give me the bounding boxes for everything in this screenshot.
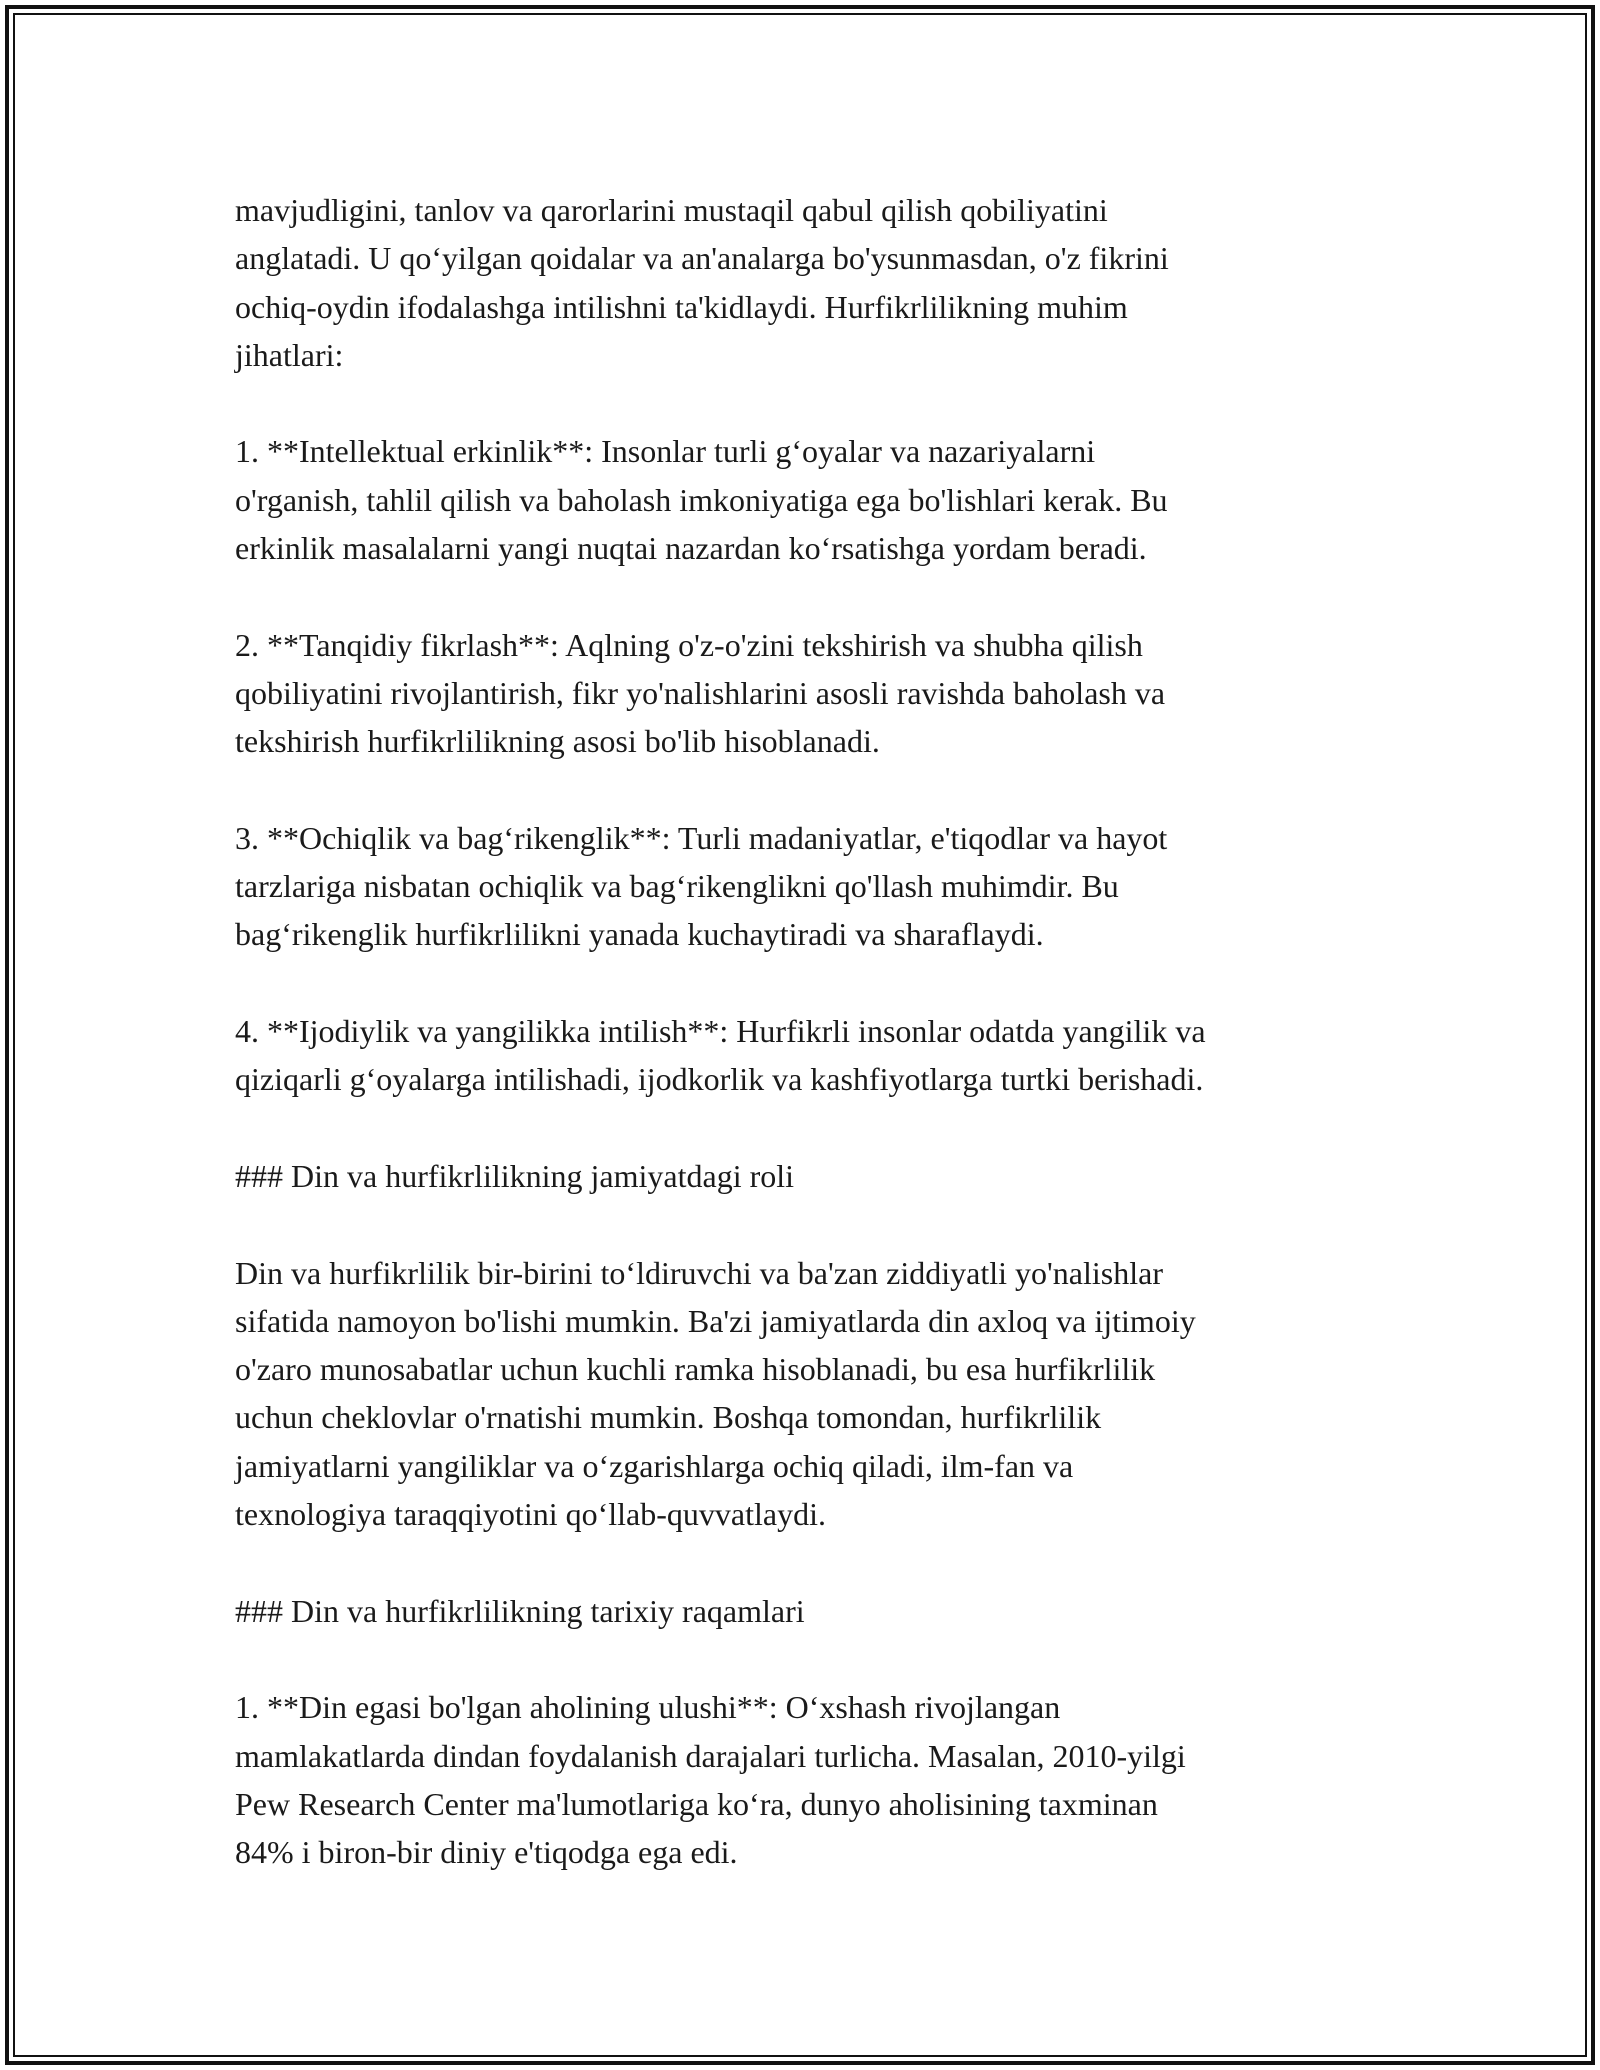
text-line: tekshirish hurfikrlilikning asosi bo'lib hisoblanadi. [235,723,880,760]
text-line: qiziqarli g‘oyalarga intilishadi, ijodkorlik va kashfiyotlarga turtki berishadi. [235,1061,1204,1098]
text-line: ### Din va hurfikrlilikning jamiyatdagi roli [235,1157,795,1194]
list-item [235,1007,1365,1104]
text-line: bag‘rikenglik hurfikrlilikni yanada kuchaytiradi va sharaflaydi. [235,916,1044,953]
paragraph [235,1249,1365,1539]
text-line: 1. **Din egasi bo'lgan aholining ulushi**: O‘xshash rivojlangan [235,1689,1061,1726]
text-line: 3. **Ochiqlik va bag‘rikenglik**: Turli madaniyatlar, e'tiqodlar va hayot [235,819,1168,856]
text-line: qobiliyatini rivojlantirish, fikr yo'nalishlarini asosli ravishda baholash va [235,674,1166,711]
text-line: texnologiya taraqqiyotini qo‘llab-quvvatlaydi. [235,1496,826,1533]
text-line: 2. **Tanqidiy fikrlash**: Aqlning o'z-o'zini tekshirish va shubha qilish [235,626,1143,663]
text-line: o'rganish, tahlil qilish va baholash imkoniyatiga ega bo'lishlari kerak. Bu [235,481,1168,518]
list-item [235,814,1365,959]
text-line: 1. **Intellektual erkinlik**: Insonlar turli g‘oyalar va nazariyalarni [235,433,1096,470]
section-heading [235,1152,1365,1200]
text-line: jamiyatlarni yangiliklar va o‘zgarishlarga ochiq qiladi, ilm-fan va [235,1447,1074,1484]
text-line: 84% i biron-bir diniy e'tiqodga ega edi. [235,1834,738,1871]
text-line: o'zaro munosabatlar uchun kuchli ramka hisoblanadi, bu esa hurfikrlilik [235,1351,1156,1388]
text-line: sifatida namoyon bo'lishi mumkin. Ba'zi jamiyatlarda din axloq va ijtimoiy [235,1302,1196,1339]
text-line: ### Din va hurfikrlilikning tarixiy raqamlari [235,1592,805,1629]
text-line: uchun cheklovlar o'rnatishi mumkin. Boshqa tomondan, hurfikrlilik [235,1399,1102,1436]
text-line: tarzlariga nisbatan ochiqlik va bag‘rikenglikni qo'llash muhimdir. Bu [235,868,1119,905]
text-line: Din va hurfikrlilik bir-birini to‘ldiruvchi va ba'zan ziddiyatli yo'nalishlar [235,1254,1163,1291]
document-body [235,186,1365,1925]
text-line: mamlakatlarda dindan foydalanish darajalari turlicha. Masalan, 2010-yilgi [235,1737,1186,1774]
text-line: ochiq-oydin ifodalashga intilishni ta'kidlaydi. Hurfikrlilikning muhim [235,288,1128,325]
list-item [235,427,1365,572]
list-item [235,621,1365,766]
paragraph [235,186,1365,379]
list-item [235,1683,1365,1876]
text-line: erkinlik masalalarni yangi nuqtai nazardan ko‘rsatishga yordam beradi. [235,530,1147,567]
text-line: anglatadi. U qo‘yilgan qoidalar va an'analarga bo'ysunmasdan, o'z fikrini [235,240,1169,277]
text-line: mavjudligini, tanlov va qarorlarini mustaqil qabul qilish qobiliyatini [235,192,1108,228]
text-line: 4. **Ijodiylik va yangilikka intilish**: Hurfikrli insonlar odatda yangilik va [235,1013,1206,1050]
section-heading [235,1587,1365,1635]
text-line: jihatlari: [235,336,344,373]
text-line: Pew Research Center ma'lumotlariga ko‘ra, dunyo aholisining taxminan [235,1785,1158,1822]
